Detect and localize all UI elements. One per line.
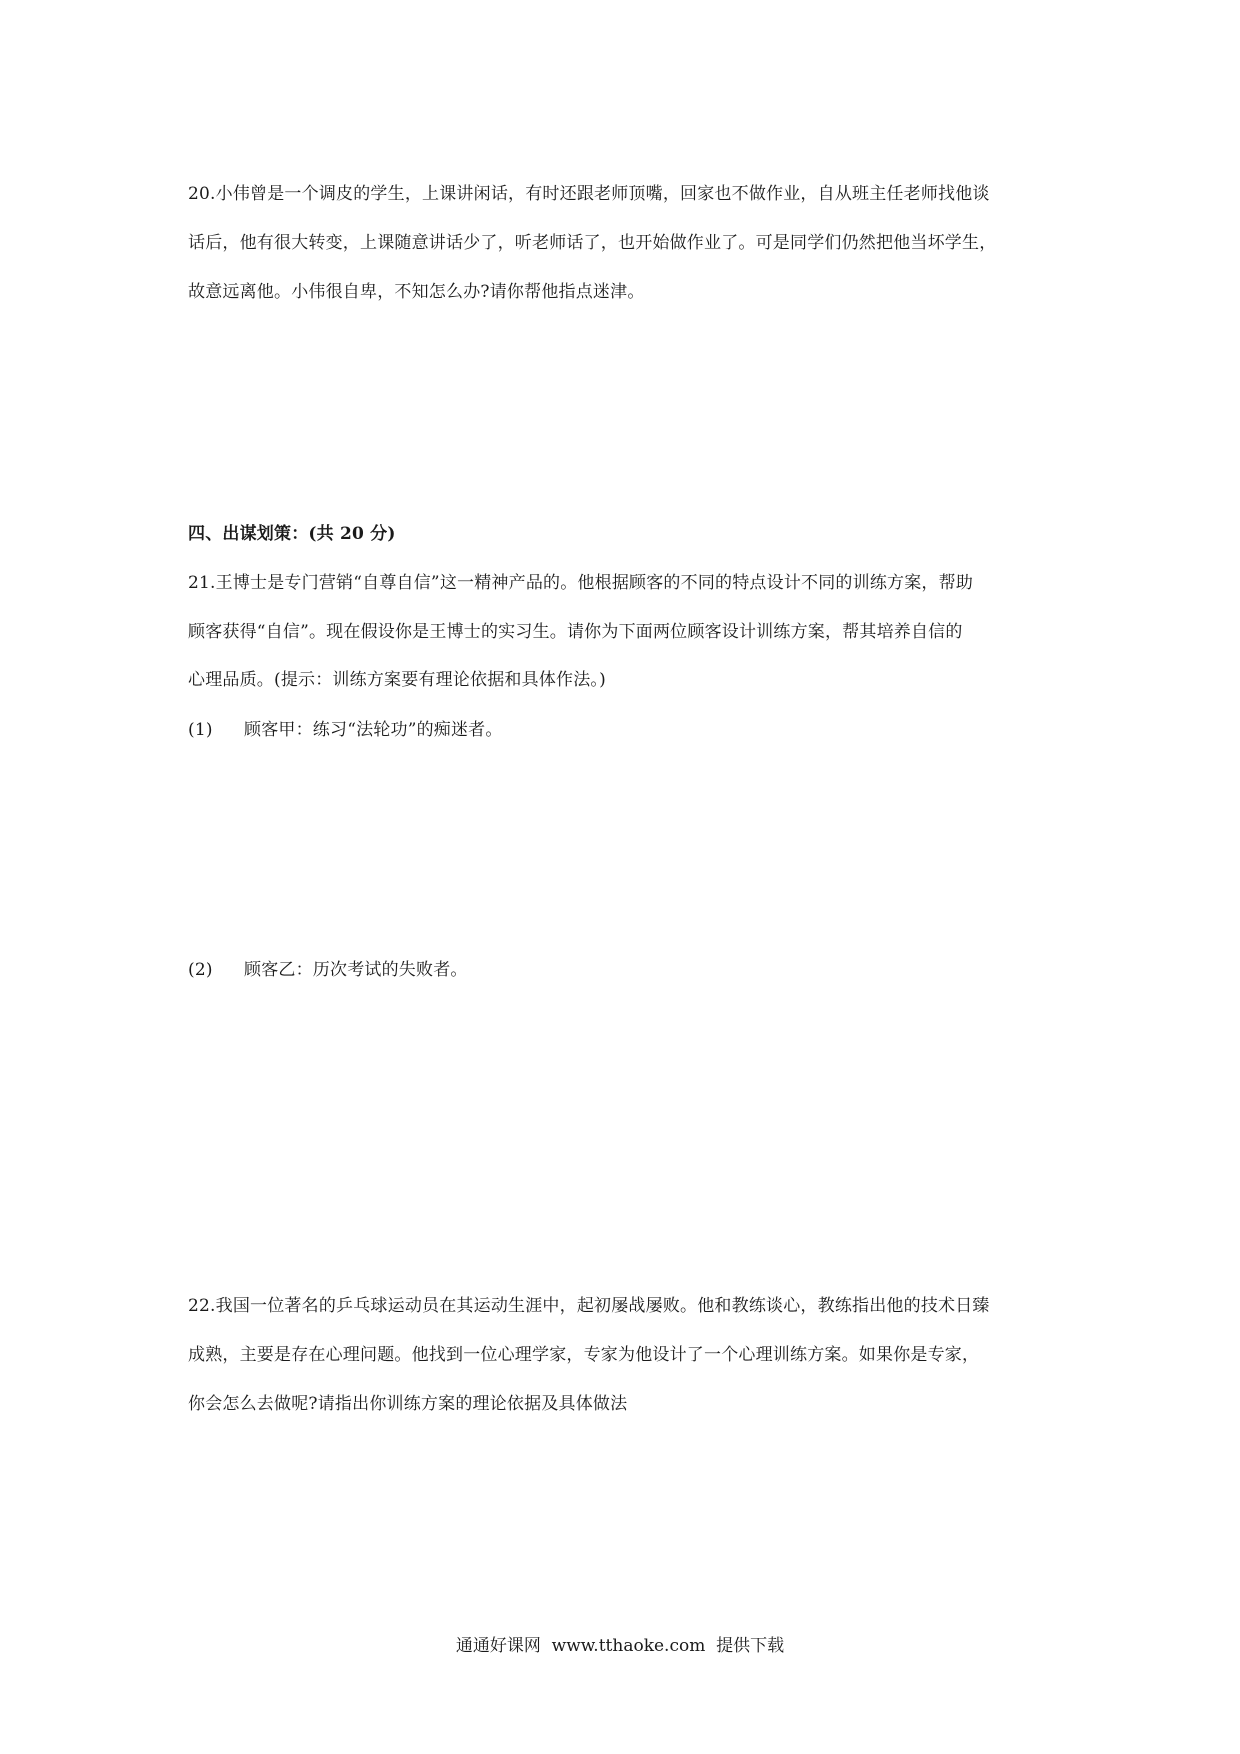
q21-sub-2-text: 顾客乙：历次考试的失败者。 — [244, 960, 468, 980]
q21-sub-item-1 — [188, 718, 503, 742]
q21-line-1: 21.王博士是专门营销“自尊自信”这一精神产品的。他根据顾客的不同的特点设计不同的训练方案，帮助 — [188, 573, 974, 593]
q22-line-1: 22.我国一位著名的乒乓球运动员在其运动生涯中，起初屡战屡败。他和教练谈心，教练指出他的技术日臻 — [188, 1296, 990, 1316]
q21-sub-1-text: 顾客甲：练习“法轮功”的痴迷者。 — [244, 720, 503, 740]
q20-line-2: 话后，他有很大转变，上课随意讲话少了，听老师话了，也开始做作业了。可是同学们仍然把他当坏学生， — [188, 233, 997, 253]
q22-line-3: 你会怎么去做呢?请指出你训练方案的理论依据及具体做法 — [188, 1394, 628, 1414]
q21-sub-1-number: (1) — [188, 720, 213, 740]
q21-sub-item-2 — [188, 958, 468, 982]
section-heading: 四、出谋划策：(共 20 分) — [188, 524, 396, 544]
q22-line-2: 成熟，主要是存在心理问题。他找到一位心理学家，专家为他设计了一个心理训练方案。如果你是专家， — [188, 1345, 980, 1365]
q20-line-3: 故意远离他。小伟很自卑，不知怎么办?请你帮他指点迷津。 — [188, 282, 645, 302]
q21-line-3: 心理品质。(提示：训练方案要有理论依据和具体作法。) — [188, 670, 606, 690]
q21-line-2: 顾客获得“自信”。现在假设你是王博士的实习生。请你为下面两位顾客设计训练方案，帮其培养自信的 — [188, 622, 963, 642]
page-footer: 通通好课网 www.tthaoke.com 提供下载 — [455, 1636, 785, 1656]
q20-line-1: 20.小伟曾是一个调皮的学生，上课讲闲话，有时还跟老师顶嘴，回家也不做作业，自从班主任老师找他谈 — [188, 184, 990, 204]
q21-sub-2-number: (2) — [188, 960, 213, 980]
